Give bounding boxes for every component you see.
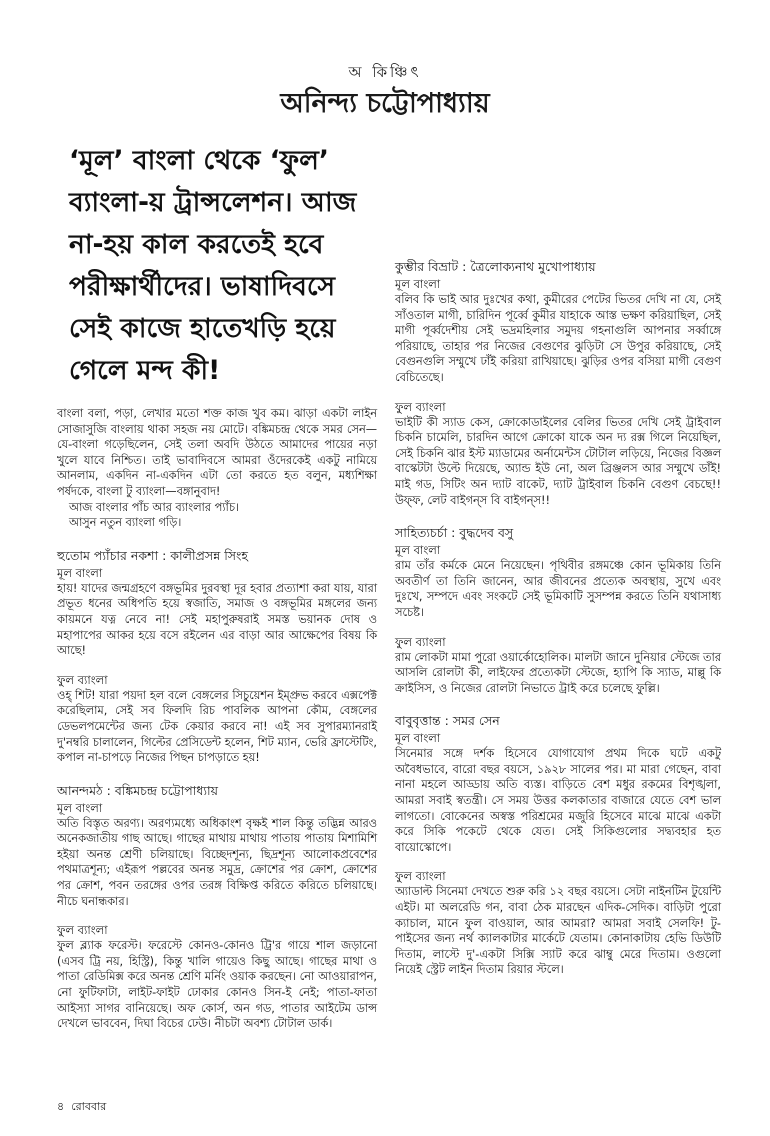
original-label: মূল বাংলা <box>57 800 103 815</box>
translated-label: ফুল ব্যাংলা <box>395 869 446 884</box>
section-title: কুম্ভীর বিভ্রাট : ত্রৈলোক্যনাথ মুখোপাধ্যায় <box>395 259 596 274</box>
section-sahityacharcha <box>395 524 721 696</box>
headline: ‘মূল’ বাংলা থেকে ‘ফুল’ ব্যাংলা-য় ট্রান্সলেশন। আজ না-হয় কাল করতেই হবে পরীক্ষার্থীদের। ভাষাদিবসে সেই কাজে হাতেখড়ি হয়ে গেলে মন্দ কী! <box>69 145 357 386</box>
original-text: হায়! যাদের জন্মগ্রহণে বঙ্গভূমির দুরবস্থা দূর হবার প্রত্যাশা করা যায়, যারা প্রভূত ধনের অধিপতি হয়ে স্বজাতি, সমাজ ও বঙ্গভূমির মঙ্গলের জন্য কায়মনে যত্ন নেবে না! সেই মহাপুরুষরাই সমস্ত ভয়ানক দোষ ও মহাপাপের আকর হয়ে বসে রইলেন এর বাড়া আর আক্ষেপের বিষয় কি আছে! <box>57 581 377 658</box>
translated-text: ভাইটি কী স্যাড কেস, ক্রোকোডাইলের বেলির ভিতর দেখি সেই ট্রাইবাল চিকনি চামেলি, চারদিন আগে ক্রোকো যাকে অন দ্য রক্স গিলে নিয়েছিল, সেই চিকনি ঝার ইস্ট ম্যাডামের অর্নামেন্টস টোটাল লড়িয়ে, নিজের বিজ্ঞল বাস্কেটটা উল্টে দিয়েছে, অ্যান্ড ইউ নো, অল ব্রিঞ্জলস আর সম্মুখে ডাঁই! মাই গড, সিটিং অন দ্যাট বাকেট, দ্যাট ট্রাইবাল চিকনি বেগুণ বেচছে!! উফ্‌ফ, লেট বাইগন্‌স বি বাইগন্‌স!! <box>395 415 721 507</box>
translated-label: ফুল ব্যাংলা <box>395 399 446 414</box>
translated-label: ফুল ব্যাংলা <box>57 672 108 687</box>
translated-text: রাম লোকটা মামা পুরো ওয়ার্কোহোলিক। মালটা জানে দুনিয়ার স্টেজে তার আসলি রোলটা কী, লাইফের প্রত্যেকটা স্টেজে, হ্যাপি কি স্যাড, মাল্লু কি ক্রাইসিস, ও নিজের রোলটা নিভাতে ট্রাই করে চলেছে ফুল্লি। <box>395 650 721 695</box>
translated-text: ওহ্ শিট! যারা পয়দা হল বলে বেঙ্গলের সিচুয়েশন ইম্প্রুভ করবে এক্সপেক্ট করেছিলাম, সেই সব ফিলদি রিচ পাবলিক আপনা কৌম, বেঙ্গলের ডেভলপমেন্টের জন্য টেক কেয়ার করবে না! এই সব সুপারম্যানরাই দু'নম্বরি চালালেন, গিল্টের প্রেসিডেন্ট হলেন, শিট ম্যান, ভেরি ফ্রাস্টেটিং, কপাল না-চাপড়ে নিজের পিছন চাপড়াতে হয়! <box>57 688 377 765</box>
intro-paragraph: বাংলা বলা, পড়া, লেখার মতো শক্ত কাজ খুব কম। ঝাড়া একটা লাইন সোজাসুজি বাংলায় থাকা সহজ নয় মোটে। বঙ্কিমচন্দ্র থেকে সমর সেন—যে-বাংলা গড়েছিলেন, সেই তলা অবদি উঠতে আমাদের পায়ের নড়া খুলে যাবে নিশ্চিত। তাই ভাবাদিবসে আমরা ওঁদেরকেই একটু নামিয়ে আনলাম, একদিন না-একদিন এটা তো করতে হত বলুন, মধ্যশিক্ষা পর্ষদকে, বাংলা টু ব্যাংলা—বঙ্গানুবাদ! <box>57 407 377 498</box>
translated-text: ফুল ব্ল্যাক ফরেস্ট। ফরেস্টে কোনও-কোনও ট্রি'র গায়ে শাল জড়ানো (এসব ট্রি নয়, হিস্ট্রি), কিন্তু খালি গায়েও কিছু আছে। গাছের মাথা ও পাতা রেডিমিক্স করে অনন্ত শ্রেণি মর্নিং ওয়াক করছেন। নো আওয়ারাপন, নো ফুটিফাটা, লাইট-ফাইট ঢোকার কোনও সিন-ই নেই; পাতা-ফাতা আইস্যা সাগর বানিয়েছে। অফ কোর্স, অন গড, পাতার আইটেম ডান্স দেখলে ভাববেন, দিঘা বিচের ঢেউ। নীচটা অবশ্য টোটাল ডার্ক। <box>57 939 377 1031</box>
original-text: রাম তাঁর কর্মকে মেনে নিয়েছেন। পৃথিবীর রঙ্গমঞ্চে কোন ভূমিকায় তিনি অবতীর্ণ তা তিনি জানেন, আর জীবনের প্রত্যেক অবস্থায়, সুখে এবং দুঃখে, সম্পদে এবং সংকটে সেই ভূমিকাটি সুসম্পন্ন করতে তিনি যথাসাধ্য সচেষ্ট। <box>395 559 721 619</box>
page-number: ৪ <box>57 1100 65 1113</box>
original-text: অতি বিস্তৃত অরণ্য। অরণ্যমধ্যে অধিকাংশ বৃক্ষই শাল কিন্তু তদ্ভিন্ন আরও অনেকজাতীয় গাছ আছে। গাছের মাথায় মাথায় পাতায় পাতায় মিশামিশি হইয়া অনন্ত শ্রেণী চলিয়াছে। বিচ্ছেদশূন্য, ছিদ্রশূন্য আলোকপ্রবেশের পথমাত্রশূন্য; এইরূপ পল্লবের অনন্ত সমুদ্র, ক্রোশের পর ক্রোশ, ক্রোশের পর ক্রোশ, পবন তরঙ্গের ওপর তরঙ্গ বিক্ষিপ্ত করিতে করিতে চলিয়াছে। নীচে ঘনান্ধকার। <box>57 816 377 908</box>
intro <box>57 406 377 531</box>
translated-label: ফুল ব্যাংলা <box>57 923 108 938</box>
section-kumbhir <box>395 258 721 508</box>
original-label: মূল বাংলা <box>57 565 103 580</box>
page-header <box>0 62 770 124</box>
translated-text: অ্যাডাল্ট সিনেমা দেখতে শুরু করি ১২ বছর বয়সে। সেটা নাইনটিন টুয়েন্টি এইট। মা অলরেডি গন, বাবা ঠেক মারছেন এদিক-সেদিক। বাড়িটা পুরো ক্যাচাল, মানে ফুল বাওয়াল, আর আমরা? আমরা সবাই সেলফি! টু-পাইসের জন্য নর্থ ক্যালকাটার মার্কেটে যেতাম। কোনাকাটায় হেভি ডিউটি দিতাম, লাস্টে দু'-একটা সিক্সি স্যাট করে ঝাম্বু মেরে দিতাম। ওগুলো নিয়েই স্ট্রেট লাইন দিতাম রিয়ার স্টলে। <box>395 885 721 977</box>
section-name: রোববার <box>71 1100 107 1113</box>
section-title: আনন্দমঠ : বঙ্কিমচন্দ্র চট্টোপাধ্যায় <box>57 782 218 798</box>
translated-label: ফুল ব্যাংলা <box>395 634 446 649</box>
original-label: মূল বাংলা <box>395 277 441 291</box>
section-title: সাহিত্যচর্চা : বুদ্ধদেব বসু <box>395 525 514 541</box>
left-column <box>57 128 377 1032</box>
intro-paragraph: আসুন নতুন ব্যাংলা গড়ি। <box>69 516 182 530</box>
intro-paragraph: আজ বাংলার পাঁচ আর ব্যাংলার প্যাঁচ। <box>69 500 239 514</box>
section-title: বাবুবৃত্তান্ত : সমর সেন <box>395 713 500 729</box>
right-column <box>395 128 721 978</box>
section-anandamath <box>57 782 377 1032</box>
original-label: মূল বাংলা <box>395 543 441 558</box>
section-title: হুতোম প্যাঁচার নকশা : কালীপ্রসন্ন সিংহ <box>57 547 248 563</box>
author-name: অনিন্দ্য চট্টোপাধ্যায় <box>280 88 490 119</box>
original-text: বলিব কি ভাই আর দুঃখের কথা, কুমীরের পেটের ভিতর দেখি না যে, সেই সাঁওতাল মাগী, চারিদিন পূর্ব্বে কুমীর যাহাকে আস্ত ভক্ষণ করিয়াছিল, সেই মাগী পূর্ব্বদেশীয় সেই ভদ্রমহিলার সমুদয় গহনাগুলি আপনার সর্ব্বাঙ্গে পরিয়াছে, তাহার পর নিজের বেগুণের ঝুড়িটা সে উপুর করিয়াছে, সেই বেগুনগুলি সম্মুখে ঢাঁই করিয়া রাখিয়াছে। ঝুড়ির ওপর বসিয়া মাগী বেগুণ বেচিতেছে। <box>395 293 721 384</box>
original-text: সিনেমার সঙ্গে দর্শক হিসেবে যোগাযোগ প্রথম দিকে ঘটে একটু অবৈধভাবে, বারো বছর বয়সে, ১৯২৮ সালের পর। মা মারা গেছেন, বাবা নানা মহলে আড্ডায় অতি ব্যস্ত। বাড়িতে বেশ মধুর রকমের বিশৃঙ্খলা, আমরা সবাই স্বতন্ত্রী। সে সময় উত্তর কলকাতার বাজারে যেতে বেশ ভাল লাগতো। বোকেনের অস্বস্ত পরিশ্রমের মজুরি হিসেবে মাঝে মাঝে একটা করে সিকি পকেটে থেকে যেত। সেই সিকিগুলোর সদ্ব্যবহার হত বায়োস্কোপে। <box>395 747 721 854</box>
section-babubrittanto <box>395 712 721 978</box>
column-kicker: অ কিঞ্চিৎ <box>348 63 422 81</box>
original-label: মূল বাংলা <box>395 731 441 746</box>
section-hutom <box>57 547 377 766</box>
page-footer <box>57 1098 106 1117</box>
